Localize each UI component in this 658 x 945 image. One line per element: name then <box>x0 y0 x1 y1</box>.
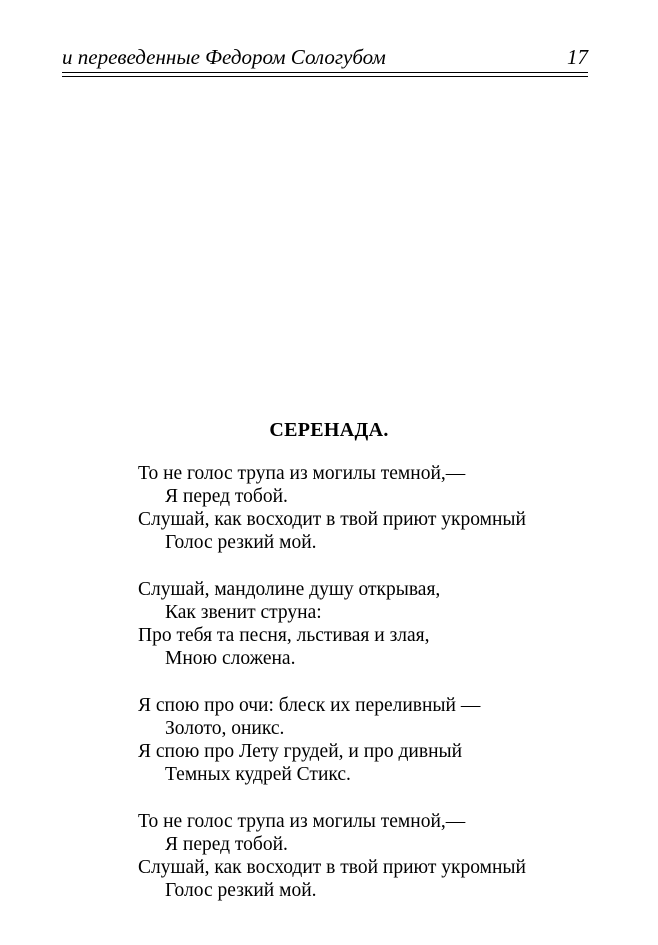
poem-line: Голос резкий мой. <box>165 532 317 553</box>
poem-line: Мною сложена. <box>165 648 296 669</box>
poem-line: Слушай, как восходит в твой приют укромный <box>138 509 526 530</box>
stanza-1 <box>138 462 618 554</box>
stanza-2 <box>138 578 618 670</box>
poem-body <box>138 462 618 926</box>
stanza-4 <box>138 810 618 902</box>
poem-line: То не голос трупа из могилы темной,— <box>138 811 466 832</box>
poem-line: Я спою про Лету грудей, и про дивный <box>138 741 463 762</box>
stanza-3 <box>138 694 618 786</box>
poem-line: Я перед тобой. <box>165 834 288 855</box>
poem-line: Слушай, как восходит в твой приют укромный <box>138 857 526 878</box>
poem-line: Слушай, мандолине душу открывая, <box>138 579 441 600</box>
poem-line: Темных кудрей Стикс. <box>165 764 351 785</box>
header-rule-top <box>62 72 588 73</box>
page-number: 17 <box>567 45 588 69</box>
running-title: и переведенные Федором Сологубом <box>62 45 386 69</box>
poem-line: То не голос трупа из могилы темной,— <box>138 463 466 484</box>
poem-line: Про тебя та песня, льстивая и злая, <box>138 625 430 646</box>
poem-title: СЕРЕНАДА. <box>269 419 389 441</box>
poem-line: Голос резкий мой. <box>165 880 317 901</box>
poem-line: Я спою про очи: блеск их переливный — <box>138 695 481 716</box>
poem-line: Золото, оникс. <box>165 718 285 739</box>
poem-line: Я перед тобой. <box>165 486 288 507</box>
poem-line: Как звенит струна: <box>165 602 322 623</box>
header-rule-bottom <box>62 76 588 77</box>
running-header <box>62 44 588 70</box>
